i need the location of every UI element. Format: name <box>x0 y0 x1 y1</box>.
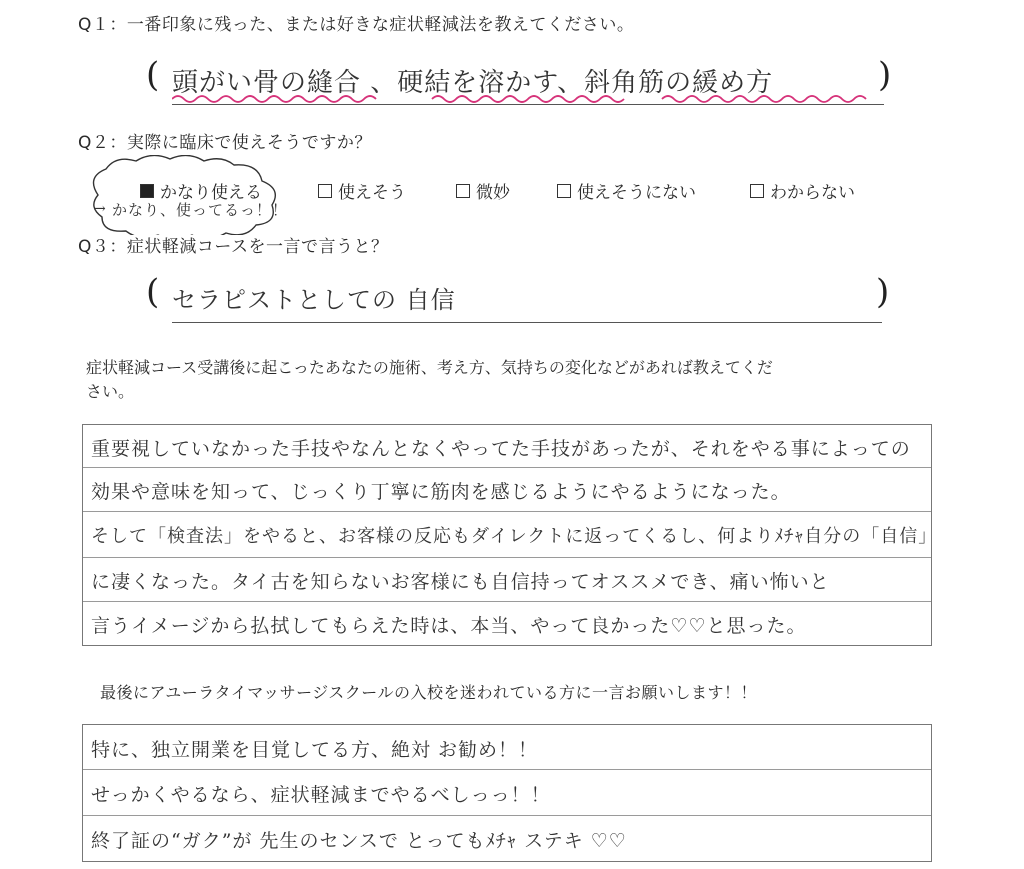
checkbox-icon[interactable] <box>318 184 332 198</box>
q2-option-wakaranai[interactable] <box>750 178 855 203</box>
q1-question: Q１：一番印象に残った、または好きな症状軽減法を教えてください。 <box>78 15 635 35</box>
q2-option-bimyo[interactable] <box>456 178 510 203</box>
q4-answer-line: 言うイメージから払拭してもらえた時は、本当、やって良かった♡♡と思った。 <box>91 615 807 637</box>
q1-paren-open: ( <box>146 55 160 95</box>
q5-answer-panel <box>82 724 932 862</box>
q4-answer-line: 重要視していなかった手技やなんとなくやってた手技があったが、それをやる事によっての <box>91 438 911 460</box>
q4-answer-row <box>83 601 931 645</box>
q2-option-label: 使えそうにない <box>577 183 696 203</box>
q2-option-tsukaesouninai[interactable] <box>557 178 696 203</box>
q5-question: 最後にアユーラタイマッサージスクールの入校を迷われている方に一言お願いします！！ <box>100 683 757 702</box>
checkbox-icon[interactable] <box>750 184 764 198</box>
q2-question: Q２：実際に臨床で使えそうですか？ <box>78 133 372 153</box>
q4-answer-row <box>83 511 938 558</box>
q2-option-label: わからない <box>770 183 855 203</box>
checkbox-checked-icon[interactable] <box>140 184 154 198</box>
q4-answer-row <box>83 467 931 512</box>
q2-option-label: 微妙 <box>476 183 510 203</box>
q5-answer-line: せっかくやるなら、症状軽減までやるべしっっ！！ <box>91 784 551 806</box>
q5-answer-line: 特に、独立開業を目覚してる方、絶対 お勧め！！ <box>91 739 539 761</box>
q5-answer-line: 終了証の“ガク”が 先生のセンスで とってもﾒﾁｬ ステキ ♡♡ <box>91 830 627 852</box>
q4-answer-row <box>83 557 931 602</box>
q4-question <box>86 356 916 404</box>
q4-answer-line: に凄くなった。タイ古を知らないお客様にも自信持ってオススメでき、痛い怖いと <box>91 571 830 593</box>
checkbox-icon[interactable] <box>557 184 571 198</box>
q3-answer: セラピストとしての 自信 <box>172 286 456 314</box>
q1-paren-close: ) <box>878 55 892 95</box>
q5-answer-row <box>83 725 931 770</box>
q4-answer-panel <box>82 424 938 646</box>
q4-question-line1: 症状軽減コース受講後に起こったあなたの施術、考え方、気持ちの変化などがあれば教えてくだ <box>86 358 773 377</box>
q3-paren-close: ) <box>876 272 890 312</box>
q4-answer-row <box>83 425 931 468</box>
q1-answer: 頭がい骨の縫合 、硬結を溶かす、斜角筋の緩め方 <box>172 68 774 98</box>
q4-answer-line: 効果や意味を知って、じっくり丁寧に筋肉を感じるようにやるようになった。 <box>91 481 791 503</box>
q4-question-line2: さい。 <box>86 382 135 401</box>
q5-answer-row <box>83 769 931 816</box>
q2-option-tsukaeso[interactable] <box>318 178 406 203</box>
q5-answer-row <box>83 815 931 861</box>
q2-handwritten-note: かなり、使ってるっ！！ <box>112 201 289 219</box>
q2-option-label: 使えそう <box>338 183 406 203</box>
q3-paren-open: ( <box>146 272 160 312</box>
q3-question: Q３：症状軽減コースを一言で言うと？ <box>78 237 389 257</box>
q2-option-label: かなり使える <box>160 183 262 203</box>
q3-answer-line <box>172 322 882 323</box>
q2-note-arrow: → <box>94 201 107 217</box>
checkbox-icon[interactable] <box>456 184 470 198</box>
q1-emphasis-squiggle <box>172 92 884 106</box>
q4-answer-line: そして「検査法」をやると、お客様の反応もダイレクトに返ってくるし、何よりﾒﾁｬ自分の「自信」 <box>91 526 938 547</box>
